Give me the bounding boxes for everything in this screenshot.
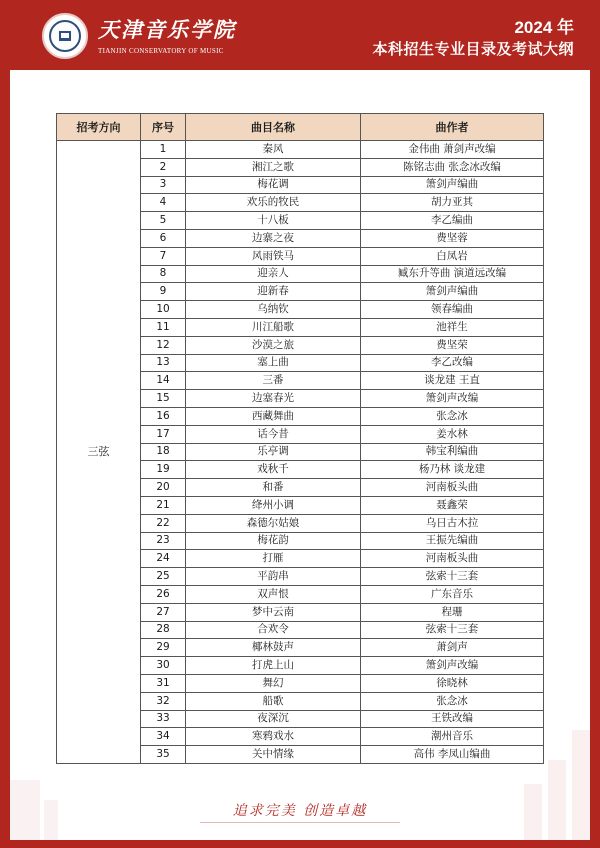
piece-name-cell: 乐亭调 — [186, 443, 361, 461]
composer-cell: 李乙改编 — [361, 354, 544, 372]
number-cell: 24 — [141, 550, 186, 568]
composer-cell: 费坚蓉 — [361, 229, 544, 247]
number-cell: 28 — [141, 621, 186, 639]
number-cell: 11 — [141, 318, 186, 336]
number-cell: 30 — [141, 657, 186, 675]
number-cell: 31 — [141, 674, 186, 692]
composer-cell: 李乙编曲 — [361, 212, 544, 230]
catalog-year: 2024 年 — [514, 18, 574, 37]
table-body — [57, 141, 544, 764]
piece-name-cell: 合欢令 — [186, 621, 361, 639]
piece-name-cell: 话今昔 — [186, 425, 361, 443]
composer-cell: 谈龙建 王直 — [361, 372, 544, 390]
footer-slogan: 追求完美 创造卓越 — [232, 803, 368, 819]
piece-name-cell: 欢乐的牧民 — [186, 194, 361, 212]
number-cell: 12 — [141, 336, 186, 354]
piece-name-cell: 椰林鼓声 — [186, 639, 361, 657]
composer-cell: 弦索十三套 — [361, 568, 544, 586]
number-cell: 2 — [141, 158, 186, 176]
composer-cell: 姜水林 — [361, 425, 544, 443]
piece-name-cell: 森德尔姑娘 — [186, 514, 361, 532]
piece-name-cell: 绛州小调 — [186, 496, 361, 514]
composer-cell: 萧剑声 — [361, 639, 544, 657]
repertoire-table — [56, 113, 544, 764]
composer-cell: 河南板头曲 — [361, 479, 544, 497]
number-cell: 34 — [141, 728, 186, 746]
number-cell: 10 — [141, 301, 186, 319]
piece-name-cell: 边塞春光 — [186, 390, 361, 408]
number-cell: 15 — [141, 390, 186, 408]
composer-cell: 弦索十三套 — [361, 621, 544, 639]
composer-cell: 池祥生 — [361, 318, 544, 336]
composer-cell: 聂鑫荣 — [361, 496, 544, 514]
piece-name-cell: 风雨铁马 — [186, 247, 361, 265]
number-cell: 27 — [141, 603, 186, 621]
number-cell: 1 — [141, 141, 186, 159]
number-cell: 4 — [141, 194, 186, 212]
piece-name-cell: 西藏舞曲 — [186, 407, 361, 425]
header-piece-name: 曲目名称 — [186, 114, 361, 141]
piece-name-cell: 梅花韵 — [186, 532, 361, 550]
piece-name-cell: 打雁 — [186, 550, 361, 568]
number-cell: 18 — [141, 443, 186, 461]
piece-name-cell: 和番 — [186, 479, 361, 497]
composer-cell: 费坚荣 — [361, 336, 544, 354]
composer-cell: 白凤岩 — [361, 247, 544, 265]
number-cell: 16 — [141, 407, 186, 425]
header-direction: 招考方向 — [57, 114, 141, 141]
composer-cell: 臧东升等曲 演道远改编 — [361, 265, 544, 283]
number-cell: 26 — [141, 585, 186, 603]
school-name-cn: 天津音乐学院 — [98, 17, 236, 42]
direction-cell: 三弦 — [57, 141, 141, 764]
piece-name-cell: 边寨之夜 — [186, 229, 361, 247]
number-cell: 35 — [141, 746, 186, 764]
composer-cell: 王铁改编 — [361, 710, 544, 728]
slogan-underline — [200, 822, 400, 823]
number-cell: 20 — [141, 479, 186, 497]
number-cell: 8 — [141, 265, 186, 283]
header-composer: 曲作者 — [361, 114, 544, 141]
composer-cell: 程珊 — [361, 603, 544, 621]
page-header — [0, 0, 600, 70]
piece-name-cell: 湘江之歌 — [186, 158, 361, 176]
composer-cell: 王振先编曲 — [361, 532, 544, 550]
table-header-row — [57, 114, 544, 141]
piece-name-cell: 戏秋千 — [186, 461, 361, 479]
page-title: 本科招生专业目录及考试大纲 — [372, 40, 574, 58]
number-cell: 13 — [141, 354, 186, 372]
composer-cell: 乌日古木拉 — [361, 514, 544, 532]
composer-cell: 箫剑声编曲 — [361, 283, 544, 301]
table-row — [57, 141, 544, 159]
number-cell: 23 — [141, 532, 186, 550]
piece-name-cell: 船歌 — [186, 692, 361, 710]
composer-cell: 张念冰 — [361, 407, 544, 425]
piece-name-cell: 舞幻 — [186, 674, 361, 692]
piece-name-cell: 梦中云南 — [186, 603, 361, 621]
piece-name-cell: 平韵串 — [186, 568, 361, 586]
piece-name-cell: 川江船歌 — [186, 318, 361, 336]
piece-name-cell: 塞上曲 — [186, 354, 361, 372]
number-cell: 21 — [141, 496, 186, 514]
piece-name-cell: 迎亲人 — [186, 265, 361, 283]
number-cell: 3 — [141, 176, 186, 194]
school-logo-icon — [42, 13, 88, 59]
number-cell: 25 — [141, 568, 186, 586]
composer-cell: 陈铭志曲 张念冰改编 — [361, 158, 544, 176]
composer-cell: 韩宝利编曲 — [361, 443, 544, 461]
right-border — [590, 0, 600, 848]
composer-cell: 张念冰 — [361, 692, 544, 710]
piece-name-cell: 梅花调 — [186, 176, 361, 194]
composer-cell: 金伟曲 萧剑声改编 — [361, 141, 544, 159]
number-cell: 14 — [141, 372, 186, 390]
piece-name-cell: 沙漠之旅 — [186, 336, 361, 354]
header-number: 序号 — [141, 114, 186, 141]
repertoire-table-container — [56, 113, 543, 764]
piece-name-cell: 乌纳钦 — [186, 301, 361, 319]
number-cell: 19 — [141, 461, 186, 479]
piece-name-cell: 十八板 — [186, 212, 361, 230]
piece-name-cell: 打虎上山 — [186, 657, 361, 675]
number-cell: 6 — [141, 229, 186, 247]
piece-name-cell: 三番 — [186, 372, 361, 390]
composer-cell: 徐晓林 — [361, 674, 544, 692]
piece-name-cell: 迎新春 — [186, 283, 361, 301]
composer-cell: 胡力亚其 — [361, 194, 544, 212]
composer-cell: 广东音乐 — [361, 585, 544, 603]
number-cell: 22 — [141, 514, 186, 532]
left-border — [0, 0, 10, 848]
piece-name-cell: 秦风 — [186, 141, 361, 159]
composer-cell: 杨乃林 谈龙建 — [361, 461, 544, 479]
piece-name-cell: 夜深沉 — [186, 710, 361, 728]
number-cell: 7 — [141, 247, 186, 265]
composer-cell: 箫剑声改编 — [361, 390, 544, 408]
composer-cell: 箫剑声编曲 — [361, 176, 544, 194]
composer-cell: 领春编曲 — [361, 301, 544, 319]
number-cell: 33 — [141, 710, 186, 728]
number-cell: 32 — [141, 692, 186, 710]
composer-cell: 高伟 李凤山编曲 — [361, 746, 544, 764]
composer-cell: 潮州音乐 — [361, 728, 544, 746]
number-cell: 9 — [141, 283, 186, 301]
bottom-border — [0, 840, 600, 848]
building-decoration — [572, 730, 590, 840]
number-cell: 5 — [141, 212, 186, 230]
number-cell: 17 — [141, 425, 186, 443]
piece-name-cell: 寒鸦戏水 — [186, 728, 361, 746]
composer-cell: 箫剑声改编 — [361, 657, 544, 675]
piece-name-cell: 关中情缘 — [186, 746, 361, 764]
number-cell: 29 — [141, 639, 186, 657]
school-name-en: TIANJIN CONSERVATORY OF MUSIC — [98, 47, 224, 55]
piece-name-cell: 双声恨 — [186, 585, 361, 603]
composer-cell: 河南板头曲 — [361, 550, 544, 568]
